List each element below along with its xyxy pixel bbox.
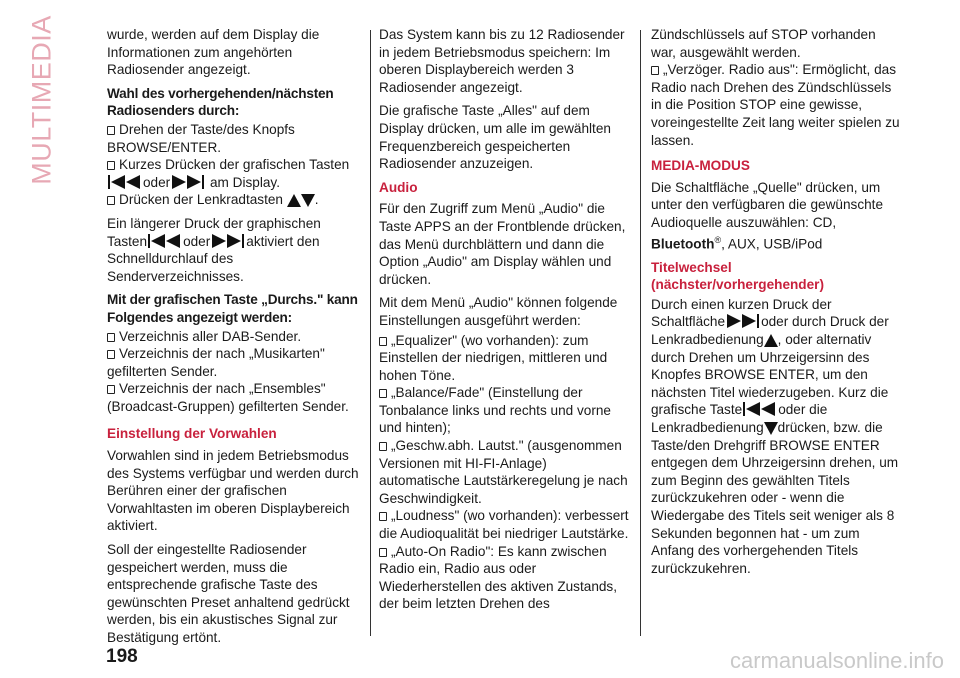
- list-item: [379, 332, 631, 385]
- arrow-down-icon: [764, 422, 778, 435]
- paragraph: Das System kann bis zu 12 Radiosender in jedem Betriebsmodus speichern: Im oberen Displaybereich werden 3 Radiosender angezeigt.: [379, 27, 625, 95]
- paragraph: [107, 215, 359, 285]
- page-number: 198: [106, 646, 138, 667]
- checkbox-bullet-icon: [107, 126, 115, 135]
- arrow-up-icon: [287, 194, 301, 207]
- registered-mark: ®: [714, 234, 722, 245]
- checkbox-bullet-icon: [379, 548, 387, 557]
- bluetooth-text: Bluetooth: [651, 236, 715, 252]
- list-item-text: Verzeichnis der nach „Ensembles" (Broadcast-Gruppen) gefilterten Sender.: [107, 381, 349, 414]
- list-item: [107, 328, 359, 346]
- list-item: [379, 543, 631, 613]
- checkbox-bullet-icon: [107, 333, 115, 342]
- paragraph: Vorwahlen sind in jedem Betriebsmodus des Systems verfügbar und werden durch Berühren einer der grafischen Vorwahltasten im oberen Displaybereich aktiviert.: [107, 448, 359, 534]
- list-item-text: Verzeichnis der nach „Musikarten" gefilterten Sender.: [107, 346, 325, 379]
- list-item-text: „Balance/Fade" (Einstellung der Tonbalance links und rechts und vorne und hinten);: [379, 385, 611, 436]
- skip-previous-icon: [147, 234, 183, 249]
- list-item-text: „Geschw.abh. Lautst." (ausgenommen Versionen mit HI-FI-Anlage) automatische Lautstärkeregelung je nach Geschwindigkeit.: [379, 438, 628, 506]
- checkbox-bullet-icon: [379, 512, 387, 521]
- checkbox-bullet-icon: [651, 66, 659, 75]
- list-item: [651, 61, 903, 149]
- paragraph-text: oder: [183, 233, 211, 249]
- list-item-text: Drücken der Lenkradtasten: [119, 192, 283, 208]
- list-item: [107, 121, 359, 156]
- column-divider: [640, 30, 641, 636]
- paragraph-text: , oder alternativ durch Drehen um Uhrzeigersinn des Knopfes BROWSE ENTER, um den nächsten Titel wiederzugeben. Kurz die grafische Taste: [651, 332, 889, 418]
- paragraph: Die grafische Taste „Alles" auf dem Display drücken, um alle im gewählten Frequenzbereich gespeicherten Radiosender anzuzeigen.: [379, 103, 611, 172]
- subheading: Wahl des vorhergehenden/nächsten Radiosenders durch:: [107, 85, 334, 119]
- paragraph-text: oder die Lenkradbedienung: [651, 402, 828, 435]
- paragraph-text: Die Schaltfläche „Quelle" drücken, um unter den verfügbaren die gewünschte Audioquelle auszuwählen: CD,: [651, 179, 884, 230]
- section-label: [2, 15, 82, 185]
- list-item-text: Kurzes Drücken der grafischen Tasten: [119, 157, 350, 173]
- checkbox-bullet-icon: [107, 385, 115, 394]
- paragraph: [651, 296, 903, 578]
- list-item-text: „Auto-On Radio": Es kann zwischen Radio ein, Radio aus oder Wiederherstellen des aktiven Zustands, der beim letzten Drehen des: [379, 543, 618, 612]
- list-item: [107, 380, 359, 415]
- skip-previous-icon: [107, 175, 143, 190]
- list-item: [107, 156, 359, 191]
- checkbox-bullet-icon: [107, 161, 115, 170]
- list-item: [379, 384, 631, 437]
- watermark: carmanualsonline.info: [729, 648, 944, 673]
- list-item: [379, 507, 631, 542]
- list-item-text: oder: [143, 174, 171, 190]
- skip-next-icon: [210, 234, 246, 249]
- list-item-text: „Verzöger. Radio aus": Ermöglicht, das Radio nach Drehen des Zündschlüssels in die Position STOP eine gewisse, voreingestellte Zeit lang weiter spielen zu lassen.: [651, 62, 900, 148]
- section-heading: Titelwechsel (nächster/vorhergehender): [651, 259, 824, 293]
- list-item: [379, 437, 631, 507]
- list-item-text: .: [314, 192, 319, 208]
- list-item: [107, 345, 359, 380]
- paragraph: wurde, werden auf dem Display die Informationen zum angehörten Radiosender angezeigt.: [107, 27, 320, 78]
- column-divider: [370, 30, 371, 636]
- section-heading: Einstellung der Vorwahlen: [107, 426, 277, 442]
- checkbox-bullet-icon: [107, 350, 115, 359]
- list-item-text: Drehen der Taste/des Knopfs BROWSE/ENTER.: [107, 121, 295, 155]
- paragraph-text: aktiviert den Schnelldurchlauf des Senderverzeichnisses.: [107, 233, 320, 284]
- section-label-text: MULTIMEDIA: [26, 15, 57, 185]
- arrow-down-icon: [301, 194, 315, 207]
- paragraph-text: drücken, bzw. die Taste/den Drehgriff BROWSE ENTER entgegen dem Uhrzeigersinn drehen, um zum Beginn des gewählten Titels zurückzukehren oder - wenn die Wiedergabe des Titels seit weniger als 8 Sekunden begonnen hat - um zum Anfang des vorhergehenden Titels zurückzukehren.: [651, 420, 899, 576]
- subheading: Mit der grafischen Taste „Durchs." kann Folgendes angezeigt werden:: [107, 292, 358, 325]
- skip-next-icon: [170, 175, 206, 190]
- arrow-up-icon: [764, 334, 778, 347]
- list-item-text: Verzeichnis aller DAB-Sender.: [119, 328, 302, 344]
- checkbox-bullet-icon: [379, 389, 387, 398]
- column-3: [651, 26, 903, 583]
- list-item-text: „Equalizer" (wo vorhanden): zum Einstellen der niedrigen, mittleren und hohen Töne.: [379, 332, 608, 383]
- paragraph: Für den Zugriff zum Menü „Audio" die Taste APPS an der Frontblende drücken, das Menü durchblättern und dann die Option „Audio" am Display wählen und drücken.: [379, 201, 626, 287]
- column-2: [379, 26, 631, 613]
- paragraph: Mit dem Menü „Audio" können folgende Einstellungen ausgeführt werden:: [379, 295, 618, 328]
- section-heading: Audio: [379, 179, 418, 195]
- checkbox-bullet-icon: [107, 196, 115, 205]
- paragraph-text: Durch einen kurzen Druck der Schaltfläche: [651, 296, 832, 330]
- checkbox-bullet-icon: [379, 442, 387, 451]
- paragraph: Zündschlüssels auf STOP vorhanden war, ausgewählt werden.: [651, 27, 876, 60]
- paragraph-text: oder durch Druck der Lenkradbedienung: [651, 314, 889, 348]
- column-1: [107, 26, 359, 653]
- skip-next-icon: [725, 314, 761, 329]
- paragraph-text: Ein längerer Druck der graphischen Tasten: [107, 215, 321, 249]
- paragraph-text: , AUX, USB/iPod: [721, 236, 823, 252]
- checkbox-bullet-icon: [379, 337, 387, 346]
- list-item-text: am Display.: [210, 174, 280, 190]
- paragraph: Soll der eingestellte Radiosender gespeichert werden, muss die entsprechende grafische Taste des gewünschten Preset anhaltend gedrückt werden, bis ein akustisches Signal zur Bestätigung ertönt.: [107, 542, 350, 645]
- paragraph: [651, 179, 903, 253]
- skip-previous-icon: [742, 402, 778, 417]
- list-item-text: „Loudness" (wo vorhanden): verbessert die Audioqualität bei niedriger Lautstärke.: [379, 508, 629, 542]
- list-item: [107, 191, 359, 209]
- section-heading: MEDIA-MODUS: [651, 158, 750, 174]
